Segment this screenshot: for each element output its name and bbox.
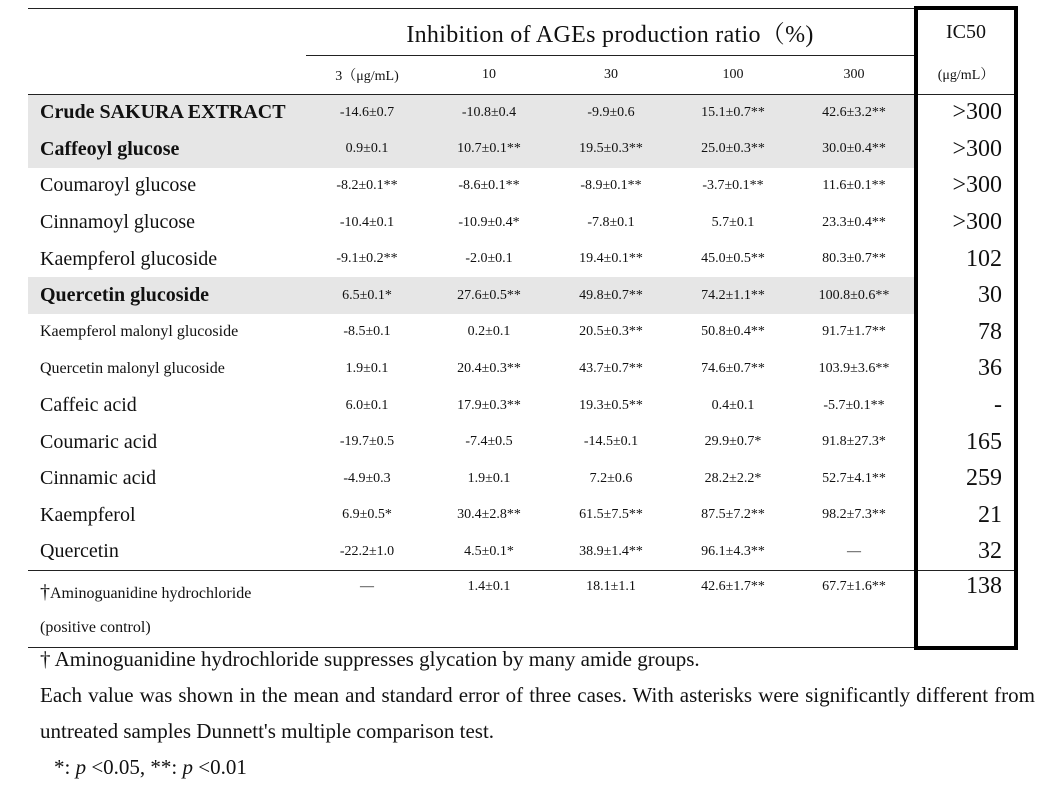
inhibition-value: 96.1±4.3** <box>701 543 765 559</box>
inhibition-value: 0.9±0.1 <box>306 131 428 168</box>
inhibition-value: 50.8±0.4** <box>701 324 765 340</box>
inhibition-value: -2.0±0.1 <box>465 251 513 267</box>
conc-header: 100 <box>722 66 744 82</box>
control-name: Aminoguanidine hydrochloride <box>50 585 252 603</box>
dagger-mark: † <box>40 581 50 604</box>
inhibition-value: 100.8±0.6** <box>794 277 916 314</box>
ic50-value: >300 <box>916 204 1016 241</box>
inhibition-value: 20.4±0.3** <box>457 360 521 376</box>
ic50-value: 36 <box>916 351 1016 388</box>
conc-header: 30 <box>604 66 618 82</box>
table-row <box>28 204 1016 241</box>
inhibition-value: -14.5±0.1 <box>583 434 639 450</box>
inhibition-value: 42.6±3.2** <box>794 94 916 131</box>
inhibition-value: 10.7±0.1** <box>428 131 550 168</box>
ic50-value: 138 <box>916 571 1016 648</box>
sig-end: <0.01 <box>193 755 247 779</box>
table-notes <box>40 641 1035 785</box>
ic50-value: 259 <box>916 460 1016 497</box>
inhibition-value: -8.9±0.1** <box>580 177 642 193</box>
header-blank <box>28 55 306 94</box>
inhibition-value: 1.9±0.1 <box>467 470 511 486</box>
sig-mid: <0.05, **: <box>86 755 183 779</box>
sig-star: *: <box>54 755 76 779</box>
inhibition-value: 61.5±7.5** <box>579 507 643 523</box>
ic50-value: 102 <box>916 241 1016 278</box>
ic50-value: >300 <box>916 94 1016 131</box>
inhibition-value: 0.4±0.1 <box>711 397 755 413</box>
compound-name: Quercetin malonyl glucoside <box>40 359 225 377</box>
table-row <box>28 131 1016 168</box>
inhibition-value: -10.9±0.4* <box>458 214 520 230</box>
inhibition-value: 25.0±0.3** <box>672 131 794 168</box>
table-row <box>28 94 1016 131</box>
inhibition-value: -5.7±0.1** <box>823 397 885 413</box>
inhibition-value: -10.8±0.4 <box>428 94 550 131</box>
inhibition-value: 6.9±0.5* <box>342 507 392 523</box>
ic50-value: 30 <box>916 277 1016 314</box>
ic50-value: 165 <box>916 424 1016 461</box>
ic50-value: 21 <box>916 497 1016 534</box>
table-row <box>28 497 1016 534</box>
inhibition-value: 19.4±0.1** <box>579 251 643 267</box>
compound-name: Coumaroyl glucose <box>40 174 197 197</box>
inhibition-value: 19.3±0.5** <box>579 397 643 413</box>
inhibition-value: 30.0±0.4** <box>794 131 916 168</box>
inhibition-value: 38.9±1.4** <box>579 543 643 559</box>
inhibition-value: -7.4±0.5 <box>465 434 513 450</box>
table-row <box>28 277 1016 314</box>
inhibition-value: -22.2±1.0 <box>339 543 395 559</box>
conc-header: 3（μg/mL) <box>335 68 399 84</box>
inhibition-value: -9.9±0.6 <box>550 94 672 131</box>
compound-name: Kaempferol <box>40 503 136 526</box>
ic50-value: 78 <box>916 314 1016 351</box>
inhibition-value: 17.9±0.3** <box>457 397 521 413</box>
inhibition-value: -10.4±0.1 <box>339 214 395 230</box>
inhibition-title: Inhibition of AGEs production ratio（%) <box>306 8 916 55</box>
conc-header: 10 <box>482 66 496 82</box>
inhibition-value: -8.6±0.1** <box>458 177 520 193</box>
table-row <box>28 387 1016 424</box>
inhibition-value: 18.1±1.1 <box>550 571 672 648</box>
inhibition-value: 5.7±0.1 <box>711 214 755 230</box>
header-row-1 <box>28 8 1016 55</box>
table-row <box>28 241 1016 278</box>
inhibition-value: -3.7±0.1** <box>702 177 764 193</box>
inhibition-value: 30.4±2.8** <box>457 507 521 523</box>
inhibition-value: 52.7±4.1** <box>822 470 886 486</box>
compound-name: Kaempferol glucoside <box>40 247 218 270</box>
compound-name: Coumaric acid <box>40 430 158 453</box>
compound-name: Crude SAKURA EXTRACT <box>28 94 306 131</box>
ic50-value: - <box>916 387 1016 424</box>
inhibition-value: 6.5±0.1* <box>306 277 428 314</box>
compound-name: Caffeic acid <box>40 394 137 417</box>
inhibition-value: -7.8±0.1 <box>587 214 635 230</box>
conc-header: 300 <box>843 66 865 82</box>
compound-name: Cinnamoyl glucose <box>40 211 195 234</box>
sig-p: p <box>182 755 194 779</box>
inhibition-value: 1.9±0.1 <box>345 360 389 376</box>
control-name-cell <box>28 571 306 648</box>
note-dagger: † Aminoguanidine hydrochloride suppresses glycation by many amide groups. <box>40 647 700 671</box>
compound-name: Cinnamic acid <box>40 467 157 490</box>
inhibition-value: 49.8±0.7** <box>550 277 672 314</box>
ic50-value: >300 <box>916 168 1016 205</box>
inhibition-value: 6.0±0.1 <box>345 397 389 413</box>
ic50-value: >300 <box>916 131 1016 168</box>
inhibition-value: — <box>306 571 428 648</box>
table-row <box>28 351 1016 388</box>
inhibition-value: -4.9±0.3 <box>343 470 391 486</box>
inhibition-value: -8.2±0.1** <box>336 177 398 193</box>
inhibition-value: 67.7±1.6** <box>794 571 916 648</box>
inhibition-value: 19.5±0.3** <box>550 131 672 168</box>
table-row <box>28 424 1016 461</box>
inhibition-value: 7.2±0.6 <box>589 470 633 486</box>
inhibition-value: 28.2±2.2* <box>704 470 762 486</box>
ic50-value: 32 <box>916 534 1016 571</box>
inhibition-value: 91.8±27.3* <box>822 434 886 450</box>
table-row <box>28 168 1016 205</box>
compound-name: Quercetin <box>40 540 119 563</box>
inhibition-value: -14.6±0.7 <box>306 94 428 131</box>
compound-name: Kaempferol malonyl glucoside <box>40 323 239 341</box>
note-statistics: Each value was shown in the mean and standard error of three cases. With asterisks were significantly different from untreated samples Dunnett's multiple comparison test. <box>40 683 1035 743</box>
compound-name: Caffeoyl glucose <box>28 131 306 168</box>
inhibition-value: 15.1±0.7** <box>672 94 794 131</box>
header-row-2 <box>28 55 1016 94</box>
sig-p: p <box>75 755 87 779</box>
inhibition-value: 42.6±1.7** <box>672 571 794 648</box>
inhibition-value: -9.1±0.2** <box>336 251 398 267</box>
inhibition-value: 11.6±0.1** <box>822 177 886 193</box>
inhibition-value: 74.2±1.1** <box>672 277 794 314</box>
inhibition-value: 23.3±0.4** <box>822 214 886 230</box>
inhibition-value: 103.9±3.6** <box>818 360 890 376</box>
inhibition-value: 1.4±0.1 <box>428 571 550 648</box>
inhibition-value: 0.2±0.1 <box>467 324 511 340</box>
control-row <box>28 571 1016 648</box>
inhibition-value: 20.5±0.3** <box>579 324 643 340</box>
table-row <box>28 460 1016 497</box>
header-corner <box>28 8 306 55</box>
control-subname: (positive control) <box>40 619 151 637</box>
table-row <box>28 534 1016 571</box>
inhibition-value: 29.9±0.7* <box>704 434 762 450</box>
inhibition-value: 4.5±0.1* <box>464 543 514 559</box>
inhibition-value: 43.7±0.7** <box>579 360 643 376</box>
inhibition-value: 91.7±1.7** <box>822 324 886 340</box>
inhibition-value: 27.6±0.5** <box>428 277 550 314</box>
ic50-unit: (μg/mL） <box>916 55 1016 94</box>
inhibition-value: -8.5±0.1 <box>343 324 391 340</box>
ages-inhibition-table <box>28 6 1018 650</box>
ic50-title: IC50 <box>916 8 1016 55</box>
inhibition-value: 98.2±7.3** <box>822 507 886 523</box>
inhibition-value: 87.5±7.2** <box>701 507 765 523</box>
inhibition-value: — <box>847 543 861 559</box>
inhibition-value: 80.3±0.7** <box>822 251 886 267</box>
note-significance <box>40 749 1035 785</box>
inhibition-value: 74.6±0.7** <box>701 360 765 376</box>
inhibition-value: 45.0±0.5** <box>701 251 765 267</box>
inhibition-value: -19.7±0.5 <box>339 434 395 450</box>
compound-name: Quercetin glucoside <box>28 277 306 314</box>
table-row <box>28 314 1016 351</box>
